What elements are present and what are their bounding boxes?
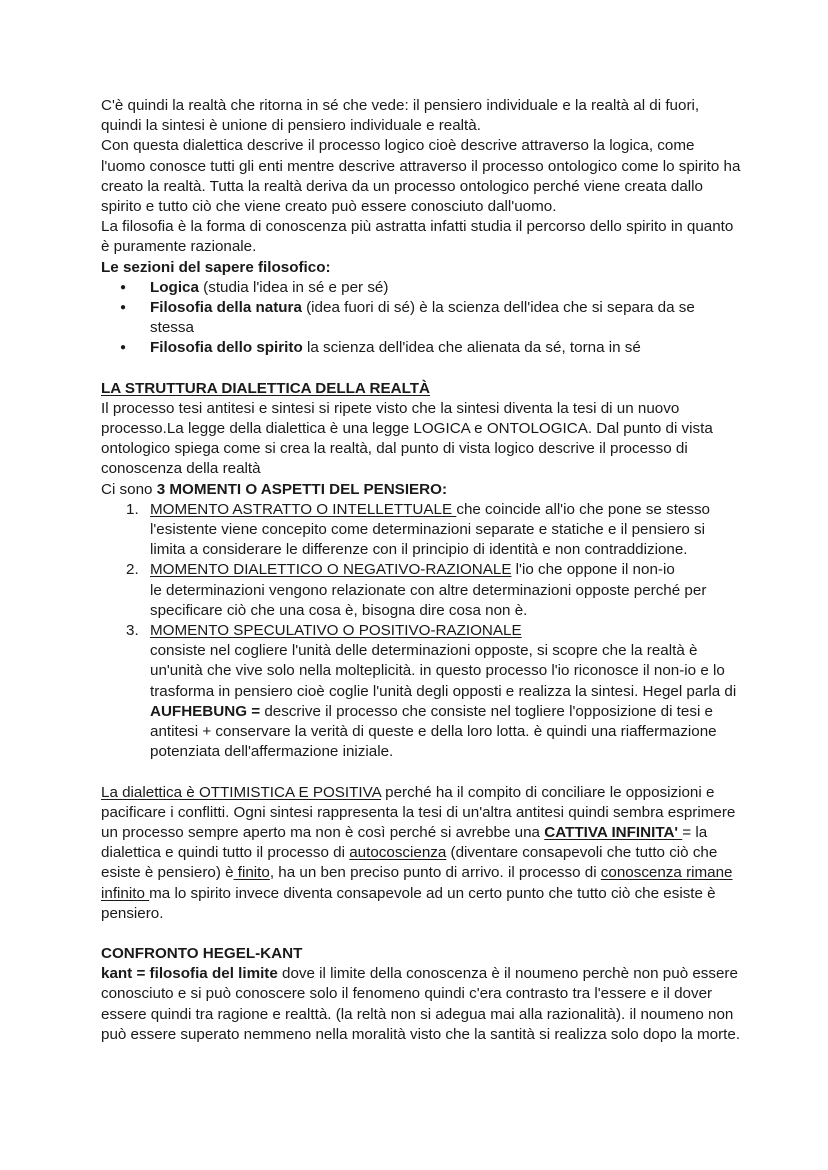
struttura-heading: LA STRUTTURA DIALETTICA DELLA REALTÀ	[101, 379, 431, 397]
moments-list	[101, 500, 741, 763]
struttura-body: Il processo tesi antitesi e sintesi si ripete visto che la sintesi diventa la tesi di un nuovo processo.La legge della dialettica è una legge LOGICA e ONTOLOGICA. Dal punto di vista ontologico spiega come si crea la realtà, dal punto di vista logico descrive il processo di conoscenza della realtà	[101, 399, 713, 478]
sections-heading: Le sezioni del sapere filosofico:	[101, 258, 331, 276]
ottimistica-paragraph: La dialettica è OTTIMISTICA E POSITIVA perché ha il compito di conciliare le opposizioni e pacificare i conflitti. Ogni sintesi rappresenta la tesi di un'altra antitesi quindi sembra esprimere un processo sempre aperto ma non è così perché si avrebbe una CATTIVA INFINITA' = la dialettica e quindi tutto il processo di autocoscienza (diventare consapevoli che tutto ciò che esiste è pensiero) è finito, ha un ben preciso punto di arrivo. il processo di conoscenza rimane infinito ma lo spirito invece diventa consapevole ad un certo punto che tutto ciò che esiste è pensiero.	[101, 783, 736, 922]
moments-intro: Ci sono 3 MOMENTI O ASPETTI DEL PENSIERO:	[101, 480, 448, 498]
list-item: 3. MOMENTO SPECULATIVO O POSITIVO-RAZIONALE consiste nel cogliere l'unità delle determinazioni opposte, si scopre che la realtà è un'unità che vive solo nella molteplicità. in questo processo l'io riconosce il non-io e lo trasforma in pensiero cioè coglie l'unità degli opposti e realizza la sintesi. Hegel parla di AUFHEBUNG = descrive il processo che consiste nel togliere l'opposizione di tesi e antitesi + conservare la verità di queste e della loro lotta. è quindi una riaffermazione potenziata dell'affermazione iniziale.	[126, 622, 737, 761]
spacer	[101, 924, 741, 944]
document-page	[101, 96, 741, 1045]
list-item: ● Filosofia della natura (idea fuori di sé) è la scienza dell'idea che si separa da se stessa	[150, 298, 741, 338]
list-item: 2. MOMENTO DIALETTICO O NEGATIVO-RAZIONALE l'io che oppone il non-io le determinazioni vengono relazionate con altre determinazioni opposte perché per specificare ciò che una cosa è, bisogna dire cosa non è.	[126, 561, 707, 619]
list-item: 1. MOMENTO ASTRATTO O INTELLETTUALE che coincide all'io che pone se stesso l'esistente viene concepito come determinazioni separate e statiche e il pensiero si limita a considerare le differenze con il principio di identità e non contraddizione.	[126, 500, 710, 559]
intro-paragraph-1: C'è quindi la realtà che ritorna in sé che vede: il pensiero individuale e la realtà al di fuori, quindi la sintesi è unione di pensiero individuale e realtà.	[101, 97, 700, 135]
sections-list	[101, 278, 741, 359]
confronto-paragraph: kant = filosofia del limite dove il limite della conoscenza è il noumeno perchè non può essere conosciuto e si può conoscere solo il fenomeno quindi c'era contrasto tra l'essere e il dover essere quindi tra ragione e realttà. (la reltà non si adegua mai alla razionalità). il noumeno non può essere superato nemmeno nella moralità visto che la santità si realizza solo dopo la morte.	[101, 965, 741, 1043]
list-item: ● Logica (studia l'idea in sé e per sé)	[150, 278, 741, 298]
confronto-heading: CONFRONTO HEGEL-KANT	[101, 944, 303, 962]
intro-paragraph-2: Con questa dialettica descrive il processo logico cioè descrive attraverso la logica, come l'uomo conosce tutti gli enti mentre descrive attraverso il processo ontologico come lo spirito ha creato la realtà. Tutta la realtà deriva da un processo ontologico perché viene creata dallo spirito e tutto ciò che viene creato può essere conosciuto dall'uomo.	[101, 137, 741, 216]
spacer	[101, 359, 741, 379]
intro-paragraph-3: La filosofia è la forma di conoscenza più astratta infatti studia il percorso dello spirito in quanto è puramente razionale.	[101, 218, 734, 256]
list-item: ● Filosofia dello spirito la scienza dell'idea che alienata da sé, torna in sé	[150, 338, 741, 358]
spacer	[101, 763, 741, 783]
